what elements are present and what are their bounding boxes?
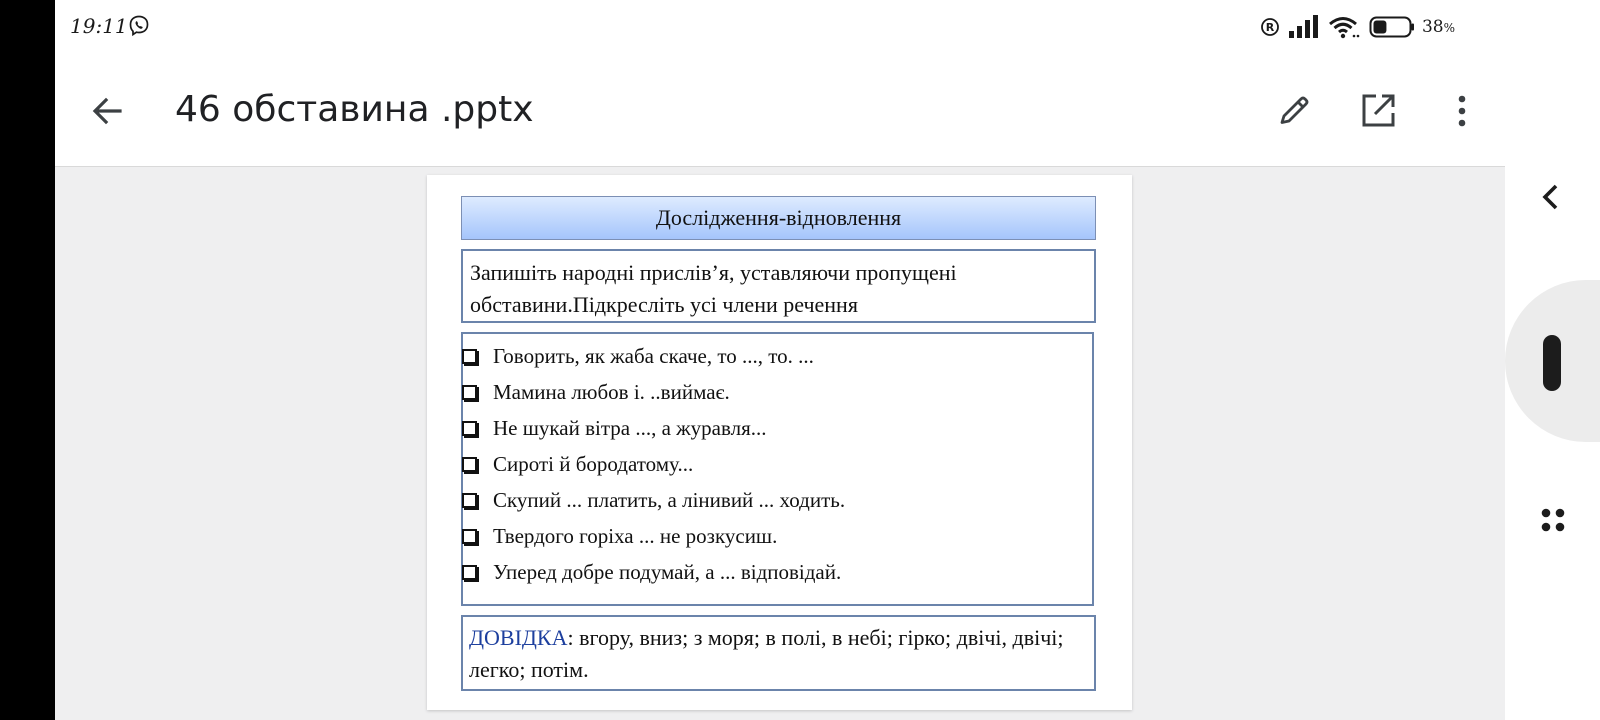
checkbox-bullet-icon (462, 385, 477, 400)
checkbox-bullet-icon (462, 421, 477, 436)
app-actions (1266, 83, 1505, 139)
checkbox-bullet-icon (462, 349, 477, 364)
proverb-text: Не шукай вітра ..., а журавля... (493, 415, 767, 440)
scroll-handle[interactable] (1505, 280, 1600, 442)
battery-percent-unit: % (1443, 21, 1455, 35)
proverbs-box (461, 332, 1094, 606)
battery-percent: 38% (1421, 17, 1455, 37)
open-in-new-icon (1358, 91, 1398, 131)
list-item (463, 338, 1092, 374)
proverb-text: Скупий ... платить, а лінивий ... ходить. (493, 487, 846, 512)
slide-instruction: Запишіть народні прислів’я, уставляючи пропущені обставини.Підкресліть усі члени речення (461, 249, 1096, 323)
wifi-icon (1328, 15, 1362, 39)
viber-icon (127, 14, 151, 38)
proverbs-list (463, 338, 1092, 590)
reference-text: : вгору, вниз; з моря; в полі, в небі; гірко; двічі, двічі; легко; потім. (469, 625, 1064, 682)
apps-grid-icon (1539, 506, 1567, 534)
open-external-button[interactable] (1350, 83, 1406, 139)
proverb-text: Мамина любов і. ..виймає. (493, 379, 730, 404)
back-arrow-icon (89, 93, 125, 129)
list-item (463, 482, 1092, 518)
chevron-left-icon (1539, 181, 1563, 213)
registered-icon (1260, 17, 1280, 37)
apps-grid-button[interactable] (1535, 502, 1571, 538)
checkbox-bullet-icon (462, 565, 477, 580)
list-item (463, 518, 1092, 554)
list-item (463, 446, 1092, 482)
slide-header: Дослідження-відновлення (461, 196, 1096, 240)
collapse-panel-button[interactable] (1531, 175, 1571, 219)
reference-box (461, 615, 1096, 691)
pencil-icon (1274, 91, 1314, 131)
scroll-thumb[interactable] (1543, 335, 1561, 391)
left-black-bar (0, 0, 55, 720)
signal-icon (1287, 15, 1321, 39)
reference-label: ДОВІДКА (469, 625, 568, 650)
status-icons (1260, 14, 1455, 40)
list-item (463, 374, 1092, 410)
edit-button[interactable] (1266, 83, 1322, 139)
document-viewer[interactable] (55, 167, 1505, 720)
status-bar (55, 0, 1505, 55)
more-options-button[interactable] (1434, 83, 1490, 139)
slide (427, 175, 1132, 710)
battery-icon (1369, 15, 1415, 39)
proverb-text: Твердого горіха ... не розкусиш. (493, 523, 778, 548)
status-time: 19:11 (70, 14, 128, 38)
back-button[interactable] (79, 83, 135, 139)
checkbox-bullet-icon (462, 457, 477, 472)
checkbox-bullet-icon (462, 529, 477, 544)
proverb-text: Говорить, як жаба скаче, то ..., то. ... (493, 343, 814, 368)
proverb-text: Сироті й бородатому... (493, 451, 694, 476)
app-bar (55, 55, 1505, 167)
list-item (463, 554, 1092, 590)
side-panel (1505, 0, 1600, 720)
checkbox-bullet-icon (462, 493, 477, 508)
more-vert-icon (1452, 91, 1472, 131)
svg-text:R: R (1265, 21, 1275, 35)
list-item (463, 410, 1092, 446)
document-title: 46 обставина .pptx (175, 89, 534, 130)
proverb-text: Уперед добре подумай, а ... відповідай. (493, 559, 842, 584)
